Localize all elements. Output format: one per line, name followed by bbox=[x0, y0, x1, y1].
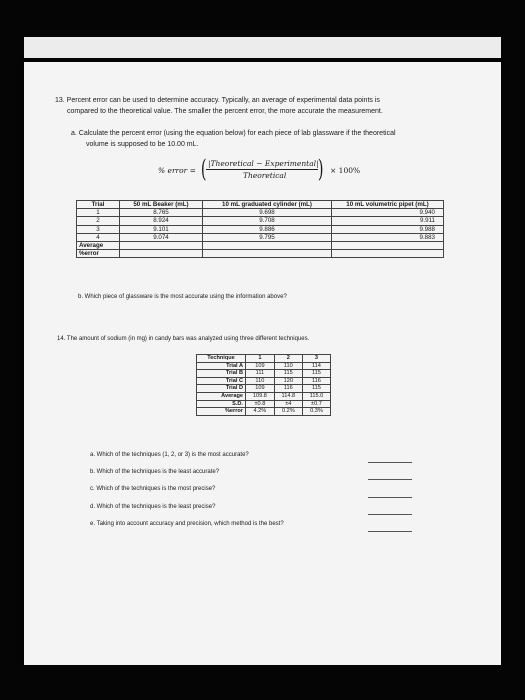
answer-line-b[interactable] bbox=[368, 479, 412, 480]
formula-fraction-bar bbox=[206, 169, 318, 170]
table-row-label: %error bbox=[197, 408, 246, 416]
table-header-row bbox=[77, 201, 444, 209]
table-cell: 9.708 bbox=[203, 217, 332, 225]
table-header-cell: Technique bbox=[197, 355, 246, 363]
table-cell: 1 bbox=[77, 209, 120, 217]
q13a-text-line1: a. Calculate the percent error (using the equation below) for each piece of lab glassware if the theoretical bbox=[71, 130, 396, 137]
answer-line-a[interactable] bbox=[368, 462, 412, 463]
table-row bbox=[77, 242, 444, 250]
table-cell[interactable] bbox=[203, 242, 332, 250]
table-cell: ±0.7 bbox=[302, 400, 330, 408]
table-cell: 116 bbox=[302, 377, 330, 385]
table-cell: 120 bbox=[274, 377, 302, 385]
table-cell: 114.8 bbox=[274, 392, 302, 400]
glassware-table bbox=[76, 200, 444, 258]
table-cell: 110 bbox=[246, 377, 275, 385]
q14-intro: 14. The amount of sodium (in mg) in candy bars was analyzed using three different techniques. bbox=[57, 336, 310, 342]
table-row-label: S.D. bbox=[197, 400, 246, 408]
table-row bbox=[77, 209, 444, 217]
table-cell[interactable] bbox=[332, 242, 444, 250]
q13-text-line2: compared to the theoretical value. The smaller the percent error, the more accurate the measurement. bbox=[67, 108, 383, 115]
screen-top-band bbox=[24, 37, 501, 58]
table-row bbox=[77, 250, 444, 258]
answer-line-c[interactable] bbox=[368, 497, 412, 498]
table-row-label: Trial B bbox=[197, 370, 246, 378]
q14d-question: d. Which of the techniques is the least precise? bbox=[90, 504, 216, 510]
formula-left-paren: ( bbox=[200, 155, 207, 183]
table-header-cell: 2 bbox=[274, 355, 302, 363]
table-header-cell: 10 mL graduated cylinder (mL) bbox=[203, 201, 332, 209]
table-cell[interactable] bbox=[120, 242, 203, 250]
table-cell: 109.8 bbox=[246, 392, 275, 400]
table-row bbox=[197, 370, 331, 378]
q14e-question: e. Taking into account accuracy and precision, which method is the best? bbox=[90, 521, 284, 527]
table-header-cell: 1 bbox=[246, 355, 275, 363]
table-header-row bbox=[197, 355, 331, 363]
table-cell: 110 bbox=[274, 362, 302, 370]
table-row-label: Trial C bbox=[197, 377, 246, 385]
table-header-cell: Trial bbox=[77, 201, 120, 209]
table-row bbox=[77, 217, 444, 225]
q14b-question: b. Which of the techniques is the least accurate? bbox=[90, 469, 220, 475]
answer-line-e[interactable] bbox=[368, 531, 412, 532]
table-row bbox=[197, 385, 331, 393]
q13a-text-line2: volume is supposed to be 10.00 mL. bbox=[86, 141, 199, 148]
table-cell[interactable] bbox=[120, 250, 203, 258]
formula-numerator: |Theoretical − Experimental| bbox=[208, 159, 319, 168]
table-cell: 8.765 bbox=[120, 209, 203, 217]
table-row-label: Trial D bbox=[197, 385, 246, 393]
table-cell: 2 bbox=[77, 217, 120, 225]
table-row bbox=[197, 408, 331, 416]
table-cell: 115 bbox=[274, 370, 302, 378]
table-cell: 109 bbox=[246, 362, 275, 370]
table-header-cell: 3 bbox=[302, 355, 330, 363]
table-cell: 4.2% bbox=[246, 408, 275, 416]
table-cell: 9.883 bbox=[332, 233, 444, 241]
table-row bbox=[77, 225, 444, 233]
table-cell: 115 bbox=[302, 385, 330, 393]
table-row-label: Average bbox=[77, 242, 120, 250]
formula-right-paren: ) bbox=[317, 155, 324, 183]
formula-denominator: Theoretical bbox=[243, 171, 287, 180]
formula-multiplier: × 100% bbox=[330, 166, 361, 175]
q13b-text: b. Which piece of glassware is the most accurate using the information above? bbox=[78, 294, 287, 300]
table-cell: 9.886 bbox=[203, 225, 332, 233]
table-row bbox=[197, 400, 331, 408]
answer-line-d[interactable] bbox=[368, 514, 412, 515]
table-cell: 116 bbox=[274, 385, 302, 393]
table-row-label: Trial A bbox=[197, 362, 246, 370]
table-header-cell: 10 mL volumetric pipet (mL) bbox=[332, 201, 444, 209]
table-row bbox=[197, 392, 331, 400]
table-cell: 4 bbox=[77, 233, 120, 241]
table-row bbox=[197, 377, 331, 385]
table-cell[interactable] bbox=[203, 250, 332, 258]
table-cell: 0.3% bbox=[302, 408, 330, 416]
table-row-label: Average bbox=[197, 392, 246, 400]
table-cell: 9.698 bbox=[203, 209, 332, 217]
table-cell: 8.924 bbox=[120, 217, 203, 225]
q13-text-line1: 13. Percent error can be used to determine accuracy. Typically, an average of experimental data points is bbox=[55, 97, 380, 104]
table-cell: 115.0 bbox=[302, 392, 330, 400]
table-cell: 9.795 bbox=[203, 233, 332, 241]
table-cell: 109 bbox=[246, 385, 275, 393]
table-cell: 9.074 bbox=[120, 233, 203, 241]
table-row bbox=[77, 233, 444, 241]
table-cell: ±4 bbox=[274, 400, 302, 408]
table-cell: 115 bbox=[302, 370, 330, 378]
table-cell: ±0.8 bbox=[246, 400, 275, 408]
table-cell: 114 bbox=[302, 362, 330, 370]
q14a-question: a. Which of the techniques (1, 2, or 3) is the most accurate? bbox=[90, 452, 249, 458]
table-cell: 111 bbox=[246, 370, 275, 378]
table-cell: 9.988 bbox=[332, 225, 444, 233]
table-cell: 9.940 bbox=[332, 209, 444, 217]
table-row bbox=[197, 362, 331, 370]
table-cell: 9.911 bbox=[332, 217, 444, 225]
table-row-label: %error bbox=[77, 250, 120, 258]
table-cell[interactable] bbox=[332, 250, 444, 258]
table-cell: 0.2% bbox=[274, 408, 302, 416]
table-cell: 9.101 bbox=[120, 225, 203, 233]
formula-lhs: % error = bbox=[158, 166, 196, 175]
table-header-cell: 50 mL Beaker (mL) bbox=[120, 201, 203, 209]
q14c-question: c. Which of the techniques is the most precise? bbox=[90, 486, 216, 492]
sodium-table bbox=[196, 354, 331, 416]
table-cell: 3 bbox=[77, 225, 120, 233]
